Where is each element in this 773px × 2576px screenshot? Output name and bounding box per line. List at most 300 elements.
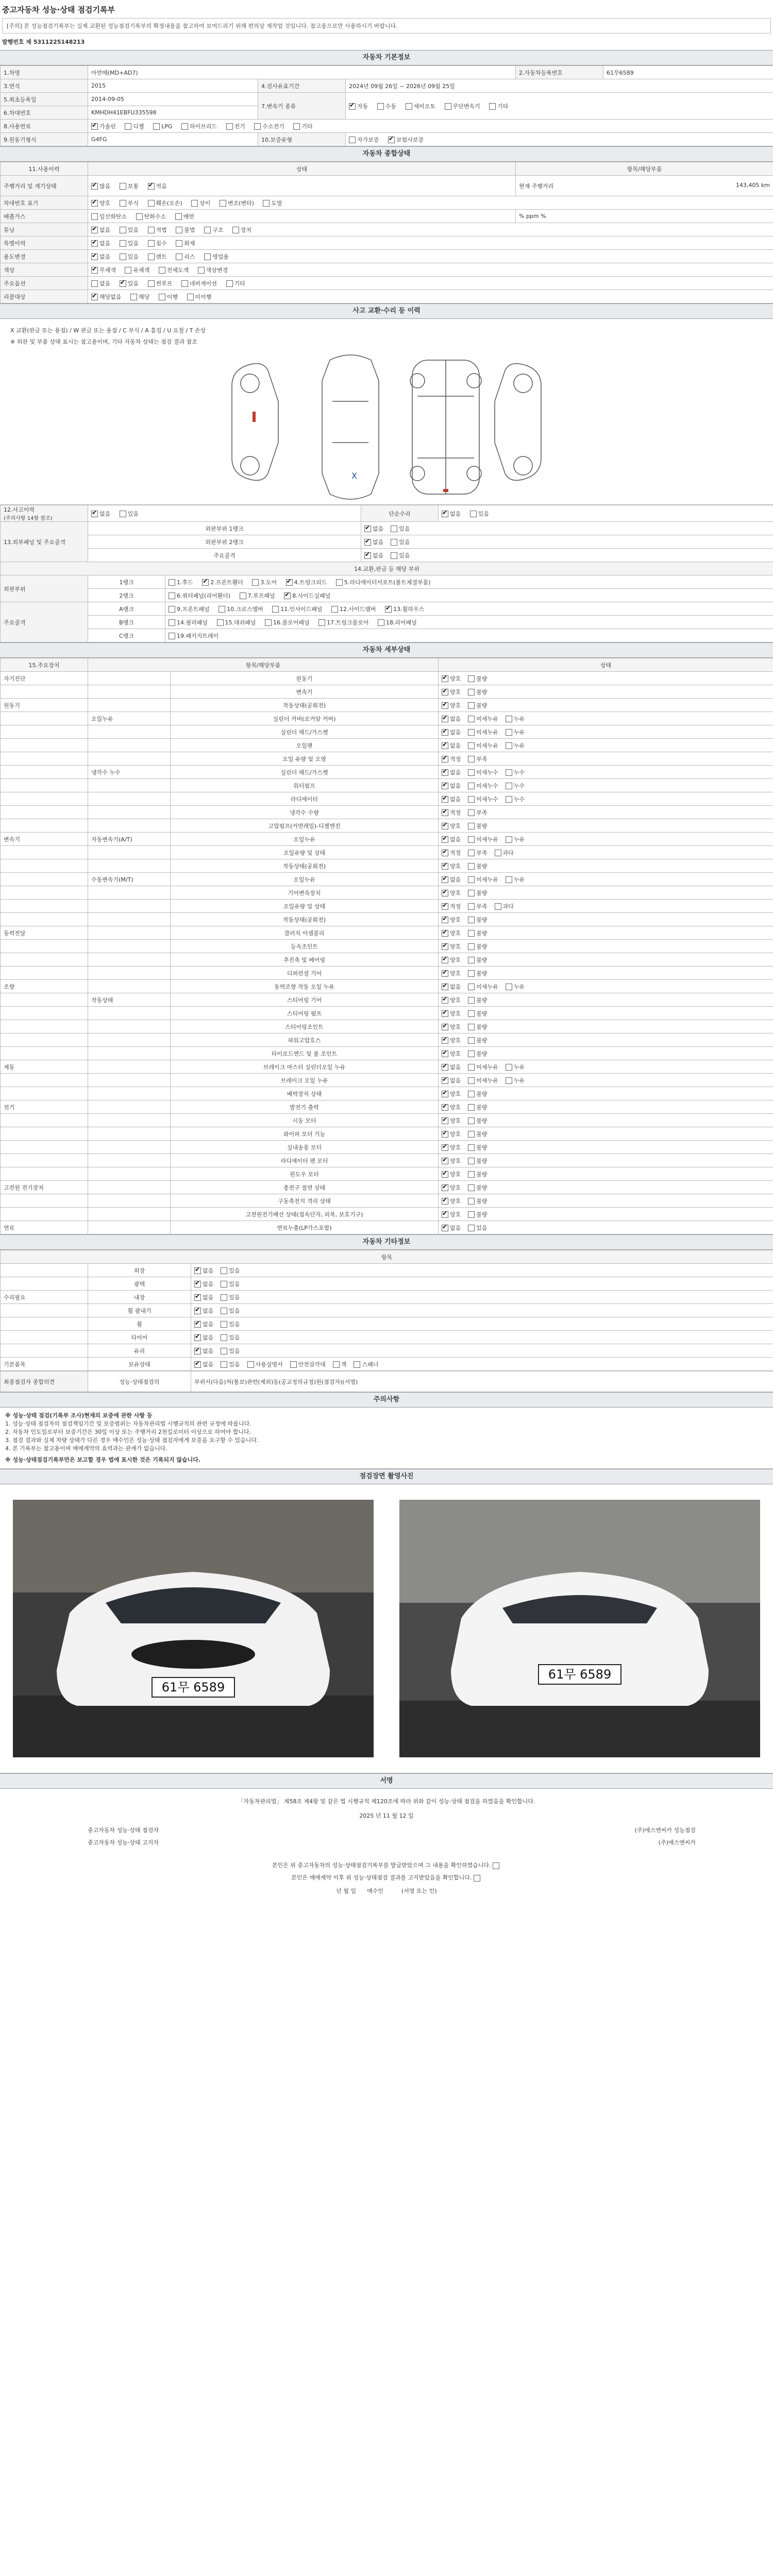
opt[interactable]: [442, 1157, 461, 1165]
checkbox[interactable]: [468, 823, 475, 829]
checkbox[interactable]: [442, 930, 448, 937]
opt[interactable]: [442, 875, 461, 884]
opt[interactable]: [91, 252, 110, 261]
opt[interactable]: [120, 239, 139, 247]
opt-ev[interactable]: [226, 122, 245, 130]
opt[interactable]: [202, 578, 243, 586]
checkbox[interactable]: [468, 997, 475, 1004]
checkbox[interactable]: [442, 836, 448, 843]
opt[interactable]: [468, 862, 487, 870]
checkbox[interactable]: [506, 836, 512, 843]
opt[interactable]: [148, 239, 167, 247]
checkbox[interactable]: [364, 526, 371, 532]
opt[interactable]: [194, 1347, 213, 1355]
checkbox[interactable]: [468, 1091, 475, 1097]
checkbox[interactable]: [169, 633, 175, 639]
checkbox[interactable]: [263, 200, 270, 207]
opt[interactable]: [442, 795, 461, 803]
opt[interactable]: [204, 252, 229, 261]
opt[interactable]: [468, 902, 487, 910]
checkbox[interactable]: [175, 213, 182, 220]
opt[interactable]: [198, 266, 228, 274]
opt[interactable]: [468, 1023, 487, 1031]
checkbox[interactable]: [468, 1050, 475, 1057]
opt[interactable]: [442, 768, 461, 776]
checkbox[interactable]: [349, 137, 356, 143]
opt[interactable]: [204, 226, 223, 234]
opt[interactable]: [468, 889, 487, 897]
checkbox[interactable]: [91, 213, 98, 220]
checkbox[interactable]: [442, 850, 448, 856]
opt[interactable]: [442, 969, 461, 977]
checkbox[interactable]: [442, 689, 448, 696]
opt[interactable]: [495, 849, 514, 857]
opt-normal[interactable]: [120, 182, 139, 190]
checkbox[interactable]: [468, 1010, 475, 1017]
opt[interactable]: [364, 524, 383, 533]
opt[interactable]: [468, 969, 487, 977]
checkbox[interactable]: [194, 1321, 201, 1328]
opt[interactable]: [221, 1280, 240, 1288]
opt[interactable]: [391, 524, 410, 533]
checkbox[interactable]: [91, 123, 98, 130]
opt[interactable]: [442, 956, 461, 964]
opt[interactable]: [468, 1063, 498, 1071]
checkbox[interactable]: [468, 809, 475, 816]
checkbox[interactable]: [442, 675, 448, 682]
checkbox[interactable]: [219, 606, 225, 613]
opt[interactable]: [148, 199, 182, 207]
checkbox[interactable]: [252, 579, 259, 586]
checkbox[interactable]: [442, 890, 448, 896]
checkbox[interactable]: [91, 227, 98, 233]
checkbox[interactable]: [442, 823, 448, 829]
checkbox[interactable]: [468, 1171, 475, 1178]
checkbox[interactable]: [442, 1117, 448, 1124]
opt[interactable]: [391, 551, 410, 560]
checkbox[interactable]: [468, 1198, 475, 1205]
opt[interactable]: [91, 239, 110, 247]
checkbox[interactable]: [176, 227, 182, 233]
checkbox[interactable]: [442, 1064, 448, 1071]
opt[interactable]: [442, 510, 461, 518]
opt[interactable]: [247, 1360, 283, 1368]
checkbox[interactable]: [125, 123, 131, 130]
opt[interactable]: [364, 551, 383, 560]
opt-cvt[interactable]: [445, 102, 480, 110]
opt[interactable]: [169, 578, 193, 586]
opt[interactable]: [468, 1090, 487, 1098]
checkbox[interactable]: [331, 606, 338, 613]
checkbox[interactable]: [148, 227, 155, 233]
checkbox[interactable]: [442, 756, 448, 762]
opt-semi[interactable]: [406, 102, 436, 110]
opt[interactable]: [442, 1063, 461, 1071]
checkbox[interactable]: [176, 253, 182, 260]
opt[interactable]: [506, 875, 525, 884]
checkbox[interactable]: [349, 103, 356, 110]
opt-h2[interactable]: [254, 122, 284, 130]
opt[interactable]: [290, 1360, 326, 1368]
opt[interactable]: [506, 715, 525, 723]
opt[interactable]: [354, 1360, 378, 1368]
opt[interactable]: [468, 1170, 487, 1178]
checkbox[interactable]: [406, 103, 412, 110]
opt-gasoline[interactable]: [91, 122, 116, 130]
opt[interactable]: [468, 956, 487, 964]
checkbox[interactable]: [181, 280, 188, 287]
opt[interactable]: [130, 293, 149, 301]
checkbox[interactable]: [468, 769, 475, 776]
checkbox[interactable]: [354, 1361, 360, 1368]
opt[interactable]: [468, 1183, 487, 1192]
opt[interactable]: [221, 1266, 240, 1275]
opt[interactable]: [220, 199, 254, 207]
checkbox[interactable]: [91, 294, 98, 300]
checkbox[interactable]: [468, 1064, 475, 1071]
checkbox[interactable]: [442, 1050, 448, 1057]
opt[interactable]: [442, 916, 461, 924]
opt[interactable]: [284, 591, 330, 600]
opt[interactable]: [442, 674, 461, 683]
opt[interactable]: [217, 618, 256, 626]
checkbox[interactable]: [221, 1348, 227, 1354]
opt[interactable]: [442, 1224, 461, 1232]
opt[interactable]: [442, 1170, 461, 1178]
checkbox[interactable]: [136, 213, 143, 220]
checkbox[interactable]: [220, 200, 226, 207]
checkbox[interactable]: [468, 1144, 475, 1151]
opt[interactable]: [194, 1280, 213, 1288]
checkbox[interactable]: [442, 1091, 448, 1097]
opt[interactable]: [468, 1130, 487, 1138]
opt[interactable]: [442, 822, 461, 830]
checkbox[interactable]: [442, 997, 448, 1004]
opt[interactable]: [263, 199, 282, 207]
opt[interactable]: [221, 1320, 240, 1328]
checkbox[interactable]: [468, 984, 475, 990]
opt[interactable]: [378, 618, 417, 626]
opt[interactable]: [468, 835, 498, 843]
checkbox[interactable]: [468, 742, 475, 749]
opt[interactable]: [468, 1157, 487, 1165]
opt[interactable]: [148, 252, 167, 261]
opt[interactable]: [442, 942, 461, 951]
checkbox[interactable]: [194, 1361, 201, 1368]
checkbox[interactable]: [442, 1010, 448, 1017]
opt[interactable]: [442, 1009, 461, 1018]
opt[interactable]: [468, 1210, 487, 1218]
checkbox[interactable]: [495, 903, 501, 910]
checkbox[interactable]: [442, 809, 448, 816]
checkbox[interactable]: [442, 1024, 448, 1030]
opt[interactable]: [442, 808, 461, 817]
checkbox[interactable]: [176, 240, 182, 247]
opt[interactable]: [468, 674, 487, 683]
opt[interactable]: [468, 875, 498, 884]
checkbox[interactable]: [506, 783, 512, 789]
checkbox[interactable]: [442, 917, 448, 923]
checkbox[interactable]: [468, 729, 475, 736]
opt[interactable]: [442, 889, 461, 897]
opt[interactable]: [442, 849, 461, 857]
checkbox[interactable]: [468, 796, 475, 803]
checkbox[interactable]: [221, 1281, 227, 1287]
checkbox[interactable]: [169, 579, 175, 586]
checkbox[interactable]: [204, 253, 211, 260]
checkbox[interactable]: [169, 619, 175, 626]
checkbox[interactable]: [506, 1077, 512, 1084]
opt[interactable]: [468, 1036, 487, 1044]
opt[interactable]: [506, 741, 525, 750]
checkbox[interactable]: [333, 1361, 340, 1368]
opt[interactable]: [169, 632, 219, 640]
checkbox[interactable]: [442, 1211, 448, 1218]
opt-many[interactable]: [91, 182, 110, 190]
checkbox[interactable]: [153, 123, 160, 130]
checkbox[interactable]: [377, 103, 384, 110]
opt[interactable]: [506, 1076, 525, 1084]
opt[interactable]: [442, 1130, 461, 1138]
opt[interactable]: [364, 538, 383, 546]
checkbox[interactable]: [120, 511, 126, 517]
opt[interactable]: [194, 1360, 213, 1368]
checkbox[interactable]: [221, 1267, 227, 1274]
opt[interactable]: [194, 1320, 213, 1328]
opt[interactable]: [272, 605, 322, 613]
opt[interactable]: [148, 226, 167, 234]
checkbox[interactable]: [468, 917, 475, 923]
opt[interactable]: [442, 996, 461, 1004]
opt[interactable]: [468, 1009, 487, 1018]
opt[interactable]: [120, 252, 139, 261]
checkbox[interactable]: [506, 876, 512, 883]
checkbox[interactable]: [391, 526, 397, 532]
checkbox[interactable]: [468, 1104, 475, 1111]
opt[interactable]: [176, 239, 195, 247]
checkbox[interactable]: [169, 606, 175, 613]
checkbox[interactable]: [194, 1334, 201, 1341]
checkbox[interactable]: [194, 1294, 201, 1301]
opt[interactable]: [175, 212, 194, 221]
checkbox[interactable]: [391, 539, 397, 546]
checkbox[interactable]: [468, 716, 475, 722]
opt[interactable]: [468, 755, 487, 763]
checkbox[interactable]: [272, 606, 279, 613]
opt[interactable]: [265, 618, 310, 626]
checkbox[interactable]: [468, 783, 475, 789]
opt[interactable]: [159, 293, 178, 301]
opt[interactable]: [91, 226, 110, 234]
opt[interactable]: [468, 929, 487, 937]
checkbox[interactable]: [217, 619, 224, 626]
checkbox[interactable]: [468, 1184, 475, 1191]
opt[interactable]: [333, 1360, 347, 1368]
opt-few[interactable]: [148, 182, 167, 190]
checkbox[interactable]: [293, 123, 300, 130]
opt[interactable]: [91, 510, 110, 518]
checkbox[interactable]: [194, 1281, 201, 1287]
opt[interactable]: [91, 212, 127, 221]
opt[interactable]: [169, 591, 230, 600]
opt[interactable]: [194, 1266, 213, 1275]
opt[interactable]: [442, 1023, 461, 1031]
opt[interactable]: [391, 538, 410, 546]
opt[interactable]: [506, 835, 525, 843]
opt[interactable]: [506, 1063, 525, 1071]
checkbox[interactable]: [91, 240, 98, 247]
checkbox[interactable]: [191, 200, 198, 207]
opt[interactable]: [468, 782, 498, 790]
opt[interactable]: [187, 293, 212, 301]
checkbox[interactable]: [120, 280, 126, 287]
opt[interactable]: [120, 199, 139, 207]
checkbox[interactable]: [91, 267, 98, 274]
checkbox[interactable]: [336, 579, 343, 586]
checkbox[interactable]: [226, 280, 233, 287]
checkbox[interactable]: [286, 579, 293, 586]
opt[interactable]: [470, 510, 489, 518]
checkbox[interactable]: [221, 1361, 227, 1368]
checkbox[interactable]: [159, 294, 165, 300]
opt[interactable]: [506, 782, 525, 790]
checkbox[interactable]: [442, 1171, 448, 1178]
checkbox[interactable]: [221, 1321, 227, 1328]
opt[interactable]: [442, 1049, 461, 1058]
opt[interactable]: [506, 768, 525, 776]
opt[interactable]: [468, 795, 498, 803]
opt[interactable]: [219, 605, 263, 613]
checkbox[interactable]: [442, 957, 448, 963]
checkbox[interactable]: [468, 943, 475, 950]
opt[interactable]: [506, 795, 525, 803]
checkbox[interactable]: [468, 930, 475, 937]
opt[interactable]: [240, 591, 275, 600]
opt[interactable]: [442, 782, 461, 790]
checkbox[interactable]: [506, 742, 512, 749]
opt[interactable]: [506, 728, 525, 736]
opt[interactable]: [120, 226, 139, 234]
checkbox[interactable]: [91, 511, 98, 517]
opt[interactable]: [442, 688, 461, 696]
opt[interactable]: [468, 715, 498, 723]
checkbox[interactable]: [148, 280, 155, 287]
opt[interactable]: [169, 605, 210, 613]
checkbox[interactable]: [91, 253, 98, 260]
checkbox[interactable]: [204, 227, 211, 233]
opt[interactable]: [442, 1143, 461, 1151]
opt[interactable]: [148, 279, 173, 287]
opt-insurer[interactable]: [388, 135, 424, 144]
opt[interactable]: [442, 1090, 461, 1098]
opt[interactable]: [286, 578, 327, 586]
checkbox[interactable]: [468, 675, 475, 682]
opt[interactable]: [442, 929, 461, 937]
opt[interactable]: [91, 293, 122, 301]
opt[interactable]: [136, 212, 166, 221]
checkbox[interactable]: [442, 796, 448, 803]
opt[interactable]: [468, 741, 498, 750]
opt[interactable]: [442, 1183, 461, 1192]
opt[interactable]: [442, 1036, 461, 1044]
checkbox[interactable]: [120, 227, 126, 233]
opt-lpg[interactable]: [153, 123, 172, 130]
checkbox[interactable]: [468, 876, 475, 883]
opt-hybrid[interactable]: [181, 122, 217, 130]
checkbox[interactable]: [442, 702, 448, 709]
checkbox[interactable]: [125, 267, 131, 274]
checkbox[interactable]: [495, 850, 501, 856]
opt[interactable]: [468, 916, 487, 924]
opt[interactable]: [336, 578, 431, 586]
opt-self[interactable]: [349, 135, 379, 144]
checkbox[interactable]: [442, 1144, 448, 1151]
opt[interactable]: [442, 1076, 461, 1084]
opt[interactable]: [442, 982, 461, 991]
checkbox[interactable]: [120, 240, 126, 247]
checkbox[interactable]: [506, 716, 512, 722]
checkbox[interactable]: [470, 511, 477, 517]
checkbox[interactable]: [442, 1158, 448, 1164]
checkbox[interactable]: [187, 294, 194, 300]
checkbox[interactable]: [181, 123, 188, 130]
checkbox[interactable]: [265, 619, 272, 626]
checkbox[interactable]: [290, 1361, 297, 1368]
checkbox[interactable]: [120, 253, 126, 260]
opt-fuel-other[interactable]: [293, 122, 312, 130]
checkbox[interactable]: [247, 1361, 254, 1368]
opt[interactable]: [442, 1210, 461, 1218]
opt[interactable]: [194, 1333, 213, 1342]
opt[interactable]: [442, 1103, 461, 1111]
opt[interactable]: [442, 701, 461, 709]
opt[interactable]: [194, 1293, 213, 1301]
checkbox[interactable]: [391, 552, 397, 559]
checkbox[interactable]: [442, 1104, 448, 1111]
opt[interactable]: [468, 982, 498, 991]
opt[interactable]: [169, 618, 208, 626]
checkbox[interactable]: [442, 876, 448, 883]
opt[interactable]: [468, 1197, 487, 1205]
opt[interactable]: [442, 1116, 461, 1125]
opt[interactable]: [91, 199, 110, 207]
checkbox[interactable]: [442, 1077, 448, 1084]
checkbox[interactable]: [130, 294, 137, 300]
opt[interactable]: [252, 578, 277, 586]
opt[interactable]: [120, 510, 139, 518]
checkbox[interactable]: [468, 1024, 475, 1030]
checkbox[interactable]: [442, 1198, 448, 1205]
checkbox[interactable]: [474, 1875, 480, 1882]
opt[interactable]: [468, 849, 487, 857]
checkbox[interactable]: [442, 863, 448, 870]
opt[interactable]: [176, 226, 195, 234]
opt[interactable]: [442, 835, 461, 843]
opt[interactable]: [385, 605, 424, 613]
checkbox[interactable]: [468, 863, 475, 870]
checkbox[interactable]: [378, 619, 384, 626]
checkbox[interactable]: [442, 943, 448, 950]
checkbox[interactable]: [468, 890, 475, 896]
checkbox[interactable]: [442, 984, 448, 990]
checkbox[interactable]: [506, 1064, 512, 1071]
checkbox[interactable]: [442, 903, 448, 910]
checkbox[interactable]: [468, 1158, 475, 1164]
checkbox[interactable]: [468, 1211, 475, 1218]
opt[interactable]: [226, 279, 245, 287]
checkbox[interactable]: [468, 1225, 475, 1231]
opt[interactable]: [176, 252, 195, 261]
